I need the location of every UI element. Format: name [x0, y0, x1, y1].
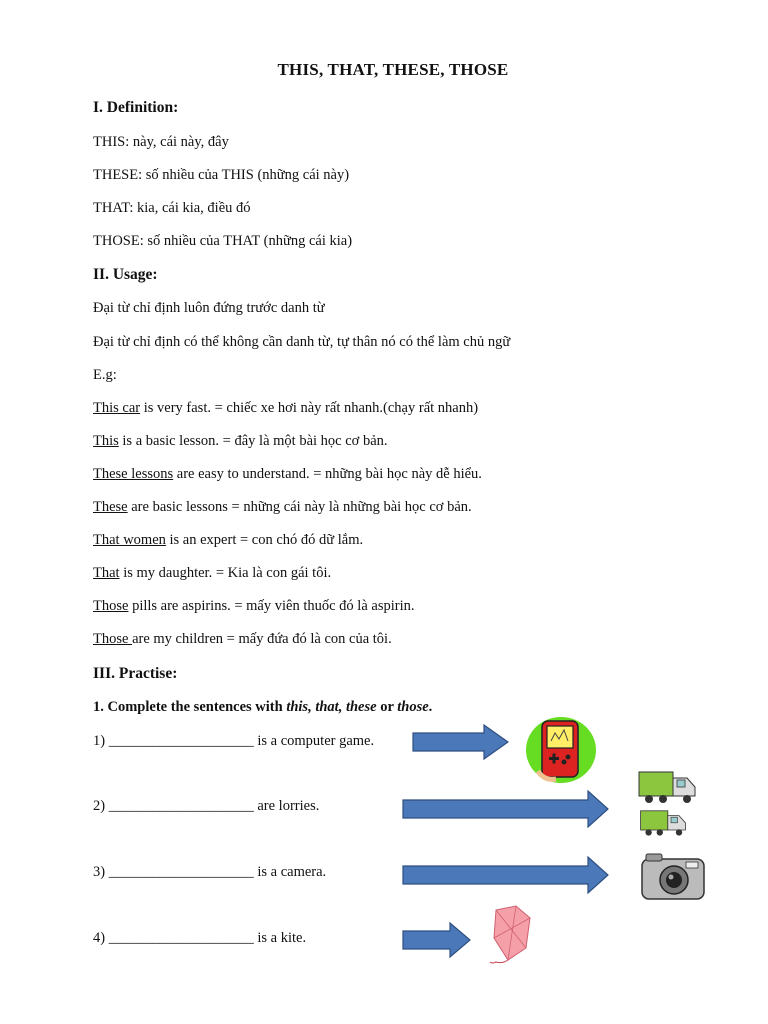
example-pronoun: These lessons — [93, 466, 174, 482]
definition-heading: I. Definition: — [93, 99, 179, 116]
instruction-options: this, that, these — [286, 699, 377, 715]
definition-item — [93, 233, 352, 250]
question-text: is a kite. — [253, 930, 307, 946]
example-rest: is an expert = con chó đó dữ lắm. — [165, 532, 364, 548]
question-row — [93, 930, 306, 947]
instruction-last-option: those — [397, 699, 429, 715]
example-sentence — [93, 631, 392, 648]
lorry-icon — [639, 772, 695, 803]
question-row — [93, 864, 326, 881]
question-text: is a computer game. — [253, 733, 375, 749]
question-number: 4) — [93, 930, 106, 946]
question-number: 3) — [93, 864, 106, 880]
handheld-game-icon — [524, 715, 598, 785]
usage-rule: Đại từ chỉ định luôn đứng trước danh từ — [93, 300, 325, 316]
example-pronoun: These — [93, 499, 128, 515]
kite-icon — [486, 904, 536, 966]
definition-word: THIS — [93, 134, 126, 150]
page-title: THIS, THAT, THESE, THOSE — [277, 60, 509, 79]
definition-word: THOSE — [93, 233, 140, 249]
usage-rule: Đại từ chỉ định có thể không cần danh từ, tự thân nó có thể làm chủ ngữ — [93, 334, 511, 350]
example-pronoun: That — [93, 565, 120, 581]
definition-item — [93, 134, 229, 151]
example-rest: is very fast. = chiếc xe hơi này rất nhanh.(chạy rất nhanh) — [140, 400, 479, 416]
instruction-prefix: 1. Complete the sentences with — [93, 699, 287, 715]
instruction-or: or — [376, 699, 398, 715]
question-text: is a camera. — [253, 864, 327, 880]
example-rest: is a basic lesson. = đây là một bài học cơ bản. — [118, 433, 388, 449]
example-rest: is my daughter. = Kia là con gái tôi. — [119, 565, 332, 581]
example-sentence — [93, 400, 478, 417]
eg-label: E.g: — [93, 367, 117, 383]
answer-blank[interactable]: ____________________ — [108, 930, 254, 946]
long-arrow-icon — [402, 856, 610, 894]
instruction-period: . — [428, 699, 433, 715]
definition-meaning: : số nhiều của THIS (những cái này) — [138, 167, 350, 183]
example-sentence — [93, 598, 414, 615]
example-pronoun: Those — [93, 631, 133, 647]
example-sentence — [93, 565, 331, 582]
exercise-instruction — [93, 699, 432, 716]
example-sentence — [93, 499, 472, 516]
practise-heading: III. Practise: — [93, 665, 178, 682]
example-pronoun: This car — [93, 400, 141, 416]
example-pronoun: That women — [93, 532, 166, 548]
lorry-icon — [641, 811, 686, 836]
short-arrow-icon — [412, 724, 510, 760]
camera-icon — [640, 851, 706, 903]
example-sentence — [93, 466, 482, 483]
definition-item — [93, 200, 251, 217]
example-rest: are basic lessons = những cái này là những bài học cơ bản. — [127, 499, 472, 515]
lorries-icon — [637, 766, 699, 842]
short-arrow-icon — [402, 922, 472, 958]
example-rest: are easy to understand. = những bài học này dễ hiểu. — [173, 466, 482, 482]
example-sentence — [93, 532, 363, 549]
long-arrow-icon — [402, 790, 610, 828]
answer-blank[interactable]: ____________________ — [108, 864, 254, 880]
question-row — [93, 733, 374, 750]
definition-word: THESE — [93, 167, 139, 183]
definition-meaning: : kia, cái kia, điều đó — [129, 200, 251, 216]
definition-word: THAT — [93, 200, 130, 216]
answer-blank[interactable]: ____________________ — [108, 798, 254, 814]
example-rest: are my children = mấy đứa đó là con của tôi. — [132, 631, 392, 647]
example-pronoun: This — [93, 433, 119, 449]
answer-blank[interactable]: ____________________ — [108, 733, 254, 749]
question-text: are lorries. — [253, 798, 320, 814]
example-sentence — [93, 433, 388, 450]
example-rest: pills are aspirins. = mấy viên thuốc đó là aspirin. — [128, 598, 415, 614]
question-number: 1) — [93, 733, 106, 749]
question-row — [93, 798, 319, 815]
definition-item — [93, 167, 349, 184]
example-pronoun: Those — [93, 598, 129, 614]
usage-heading: II. Usage: — [93, 266, 158, 283]
question-number: 2) — [93, 798, 106, 814]
definition-meaning: : số nhiều của THAT (những cái kia) — [139, 233, 353, 249]
definition-meaning: : này, cái này, đây — [125, 134, 229, 150]
